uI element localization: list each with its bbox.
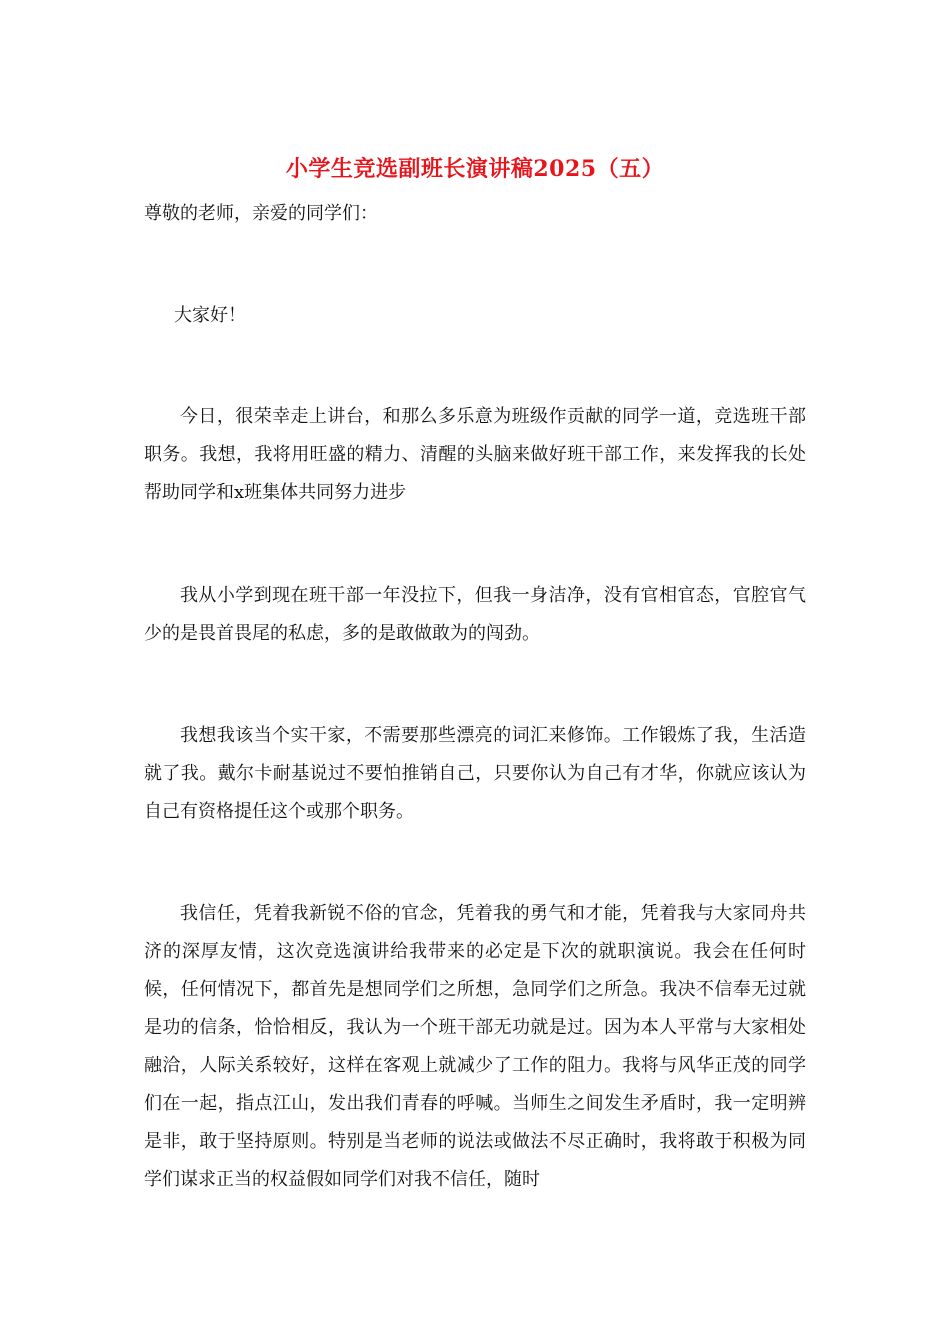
paragraph-2: 我从小学到现在班干部一年没拉下，但我一身洁净，没有官相官态，官腔官气少的是畏首畏尾的私虑，多的是敢做敢为的闯劲。 [144,585,806,644]
paragraph-4: 我信任，凭着我新锐不俗的官念，凭着我的勇气和才能，凭着我与大家同舟共济的深厚友情，这次竞选演讲给我带来的必定是下次的就职演说。我会在任何时候，任何情况下，都首先是想同学们之所想，急同学们之所急。我决不信奉无过就是功的信条，恰恰相反，我认为一个班干部无功就是过。因为本人平常与大家相处融洽，人际关系较好，这样在客观上就减少了工作的阻力。我将与风华正茂的同学们在一起，指点江山，发出我们青春的呼喊。当师生之间发生矛盾时，我一定明辨是非，敢于坚持原则。特别是当老师的说法或做法不尽正确时，我将敢于积极为同学们谋求正当的权益假如同学们对我不信任，随时 [144,903,806,1190]
greeting: 大家好！ [174,305,246,326]
paragraph-1: 今日，很荣幸走上讲台，和那么多乐意为班级作贡献的同学一道，竞选班干部职务。我想，我将用旺盛的精力、清醒的头脑来做好班干部工作，来发挥我的长处帮助同学和x班集体共同努力进步 [144,406,806,503]
document-title: 小学生竞选副班长演讲稿2025（五） [285,156,665,182]
salutation: 尊敬的老师，亲爱的同学们： [144,203,378,224]
paragraph-3: 我想我该当个实干家，不需要那些漂亮的词汇来修饰。工作锻炼了我，生活造就了我。戴尔卡耐基说过不要怕推销自己，只要你认为自己有才华，你就应该认为自己有资格提任这个或那个职务。 [144,725,806,822]
